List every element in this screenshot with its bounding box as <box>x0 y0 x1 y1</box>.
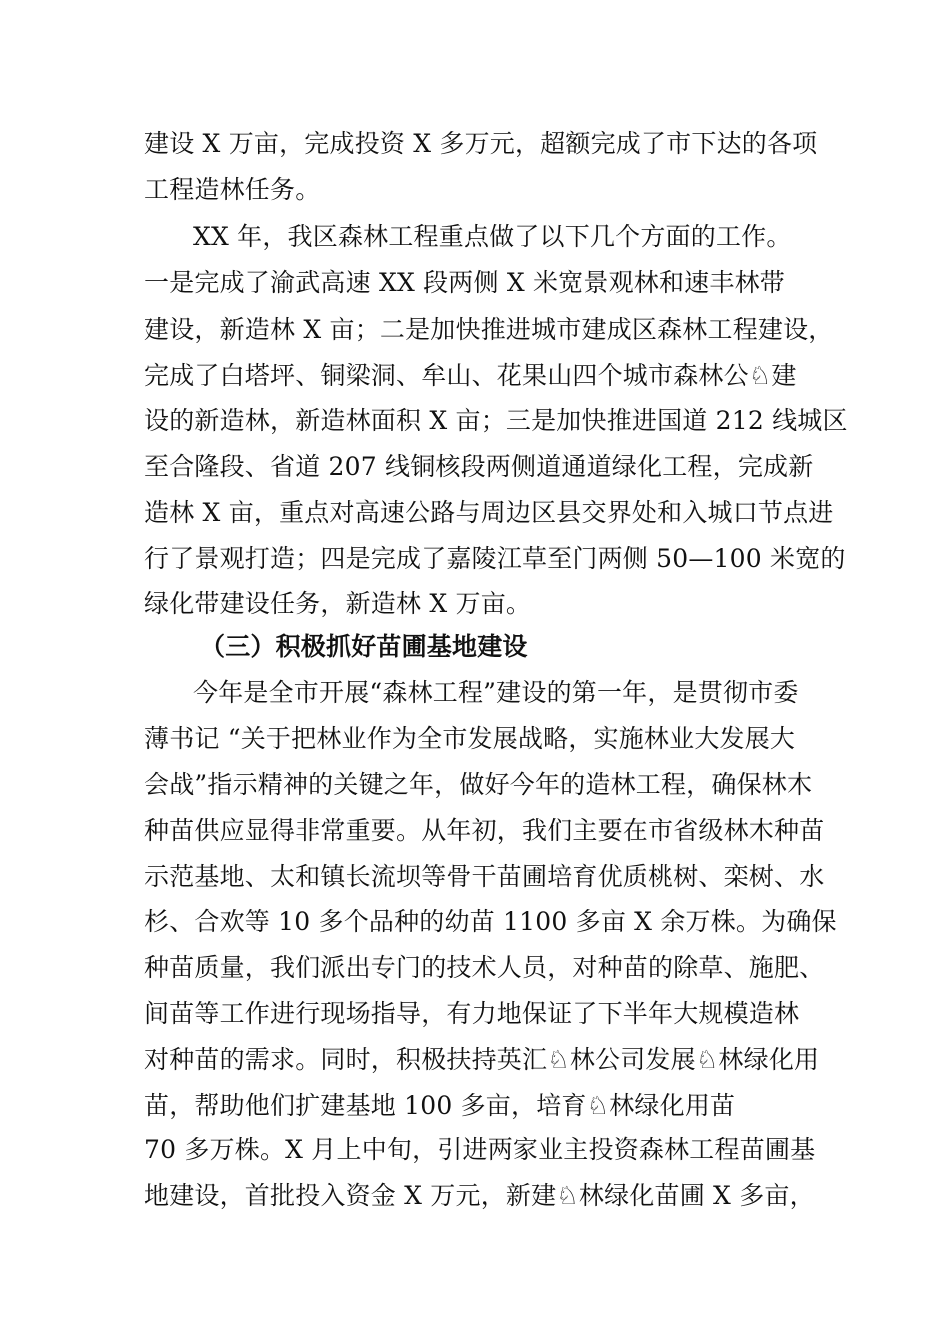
text-line: 完成了白塔坪、铜梁洞、牟山、花果山四个城市森林公♘建 <box>144 361 797 390</box>
text-line: 杉、合欢等 10 多个品种的幼苗 1100 多亩 X 余万株。为确保 <box>144 907 837 936</box>
text-line: 行了景观打造；四是完成了嘉陵江草至门两侧 50—100 米宽的 <box>144 544 846 573</box>
text-line: 种苗质量，我们派出专门的技术人员，对种苗的除草、施肥、 <box>144 953 825 982</box>
text-line: 种苗供应显得非常重要。从年初，我们主要在市省级林木种苗 <box>144 816 825 845</box>
text-line: 会战”指示精神的关键之年，做好今年的造林工程，确保林木 <box>144 770 813 799</box>
text-line: 建设 X 万亩，完成投资 X 多万元，超额完成了市下达的各项 <box>144 129 818 158</box>
section-heading: （三）积极抓好苗圃基地建设 <box>200 632 528 661</box>
text-line: 造林 X 亩，重点对高速公路与周边区县交界处和入城口节点进 <box>144 498 834 527</box>
text-line: 苗，帮助他们扩建基地 100 多亩，培育♘林绿化用苗 <box>144 1091 736 1120</box>
text-line: 绿化带建设任务，新造林 X 万亩。 <box>144 589 532 618</box>
text-line: 对种苗的需求。同时，积极扶持英汇♘林公司发展♘林绿化用 <box>144 1045 820 1074</box>
text-line: 一是完成了渝武高速 XX 段两侧 X 米宽景观林和速丰林带 <box>144 268 785 297</box>
text-line: 间苗等工作进行现场指导，有力地保证了下半年大规模造林 <box>144 999 800 1028</box>
text-line: 建设，新造林 X 亩；二是加快推进城市建成区森林工程建设， <box>144 315 834 344</box>
text-line: 设的新造林，新造林面积 X 亩；三是加快推进国道 212 线城区 <box>144 406 848 435</box>
text-line: 薄书记 “关于把林业作为全市发展战略，实施林业大发展大 <box>144 724 796 753</box>
text-line: 70 多万株。X 月上中旬，引进两家业主投资森林工程苗圃基 <box>144 1135 816 1164</box>
text-line: 地建设，首批投入资金 X 万元，新建♘林绿化苗圃 X 多亩， <box>144 1181 815 1210</box>
text-line: 工程造林任务。 <box>144 175 321 204</box>
text-line: 至合隆段、省道 207 线铜核段两侧道通道绿化工程，完成新 <box>144 452 814 481</box>
paragraph-start-line: XX 年，我区森林工程重点做了以下几个方面的工作。 <box>193 222 792 251</box>
text-line: 示范基地、太和镇长流坝等骨干苗圃培育优质桃树、栾树、水 <box>144 862 825 891</box>
paragraph-start-line: 今年是全市开展“森林工程”建设的第一年，是贯彻市委 <box>193 678 799 707</box>
